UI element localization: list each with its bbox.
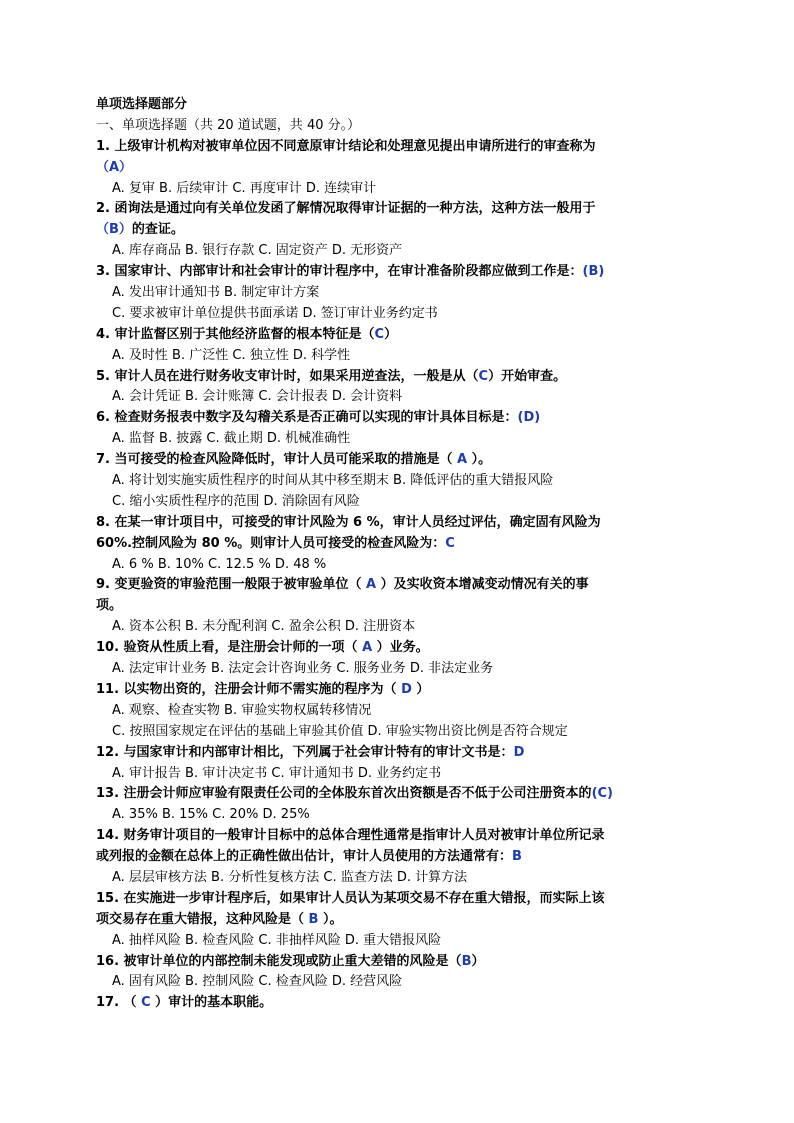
- options-line: [96, 805, 736, 826]
- question-line: [96, 952, 736, 973]
- line-text: 16. 被审计单位的内部控制未能发现或防止重大差错的风险是（: [96, 953, 462, 969]
- line-text: A. 固有风险 B. 控制风险 C. 检查风险 D. 经营风险: [112, 974, 403, 990]
- question-list: [96, 137, 736, 1014]
- question-line: [96, 534, 736, 555]
- options-line: [96, 764, 736, 785]
- line-text: 15. 在实施进一步审计程序后，如果审计人员认为某项交易不存在重大错报，而实际上该: [96, 890, 605, 906]
- line-text: C. 按照国家规定在评估的基础上审验其价值 D. 审验实物出资比例是否符合规定: [112, 723, 568, 739]
- line-text: A. 及时性 B. 广泛性 C. 独立性 D. 科学性: [112, 347, 351, 363]
- line-text: 或列报的金额在总体上的正确性做出估计，审计人员使用的方法通常有：: [96, 849, 513, 865]
- line-text: 12. 与国家审计和内部审计相比，下列属于社会审计特有的审计文书是：: [96, 744, 514, 760]
- line-text: A. 复审 B. 后续审计 C. 再度审计 D. 连续审计: [112, 180, 377, 196]
- question-line: [96, 513, 736, 534]
- line-text: A. 审计报告 B. 审计决定书 C. 审计通知书 D. 业务约定书: [112, 765, 442, 781]
- line-text-after: ）: [411, 681, 430, 697]
- question-line: [96, 889, 736, 910]
- line-text-after: ）: [384, 326, 398, 342]
- question-line: [96, 158, 736, 179]
- options-line: [96, 241, 736, 262]
- options-line: [96, 868, 736, 889]
- answer-mark: D: [513, 744, 525, 760]
- options-line: [96, 492, 736, 513]
- answer-mark: （B）: [96, 222, 132, 238]
- answer-mark: B: [461, 953, 472, 969]
- line-text: 2. 函询法是通过向有关单位发函了解情况取得审计证据的一种方法，这种方法一般用于: [96, 201, 596, 217]
- options-line: [96, 283, 736, 304]
- question-line: [96, 638, 736, 659]
- line-text-after: ）及实收资本增减变动情况有关的事: [376, 577, 589, 593]
- question-line: [96, 137, 736, 158]
- section-instruction: 一、单项选择题（共 20 道试题，共 40 分。）: [96, 117, 361, 133]
- options-line: [96, 387, 736, 408]
- question-line: [96, 408, 736, 429]
- line-text: 60%.控制风险为 80 %。则审计人员可接受的检查风险为：: [96, 535, 446, 551]
- answer-mark: A: [457, 452, 468, 468]
- line-text: 4. 审计监督区别于其他经济监督的根本特征是（: [96, 326, 375, 342]
- question-line: [96, 596, 736, 617]
- line-text: A. 层层审核方法 B. 分析性复核方法 C. 监查方法 D. 计算方法: [112, 869, 468, 885]
- line-text: 1. 上级审计机构对被审单位因不同意原审计结论和处理意见提出申请所进行的审查称为: [96, 138, 596, 154]
- line-text-after: ）。: [318, 911, 343, 927]
- answer-mark: B: [308, 911, 319, 927]
- line-text: A. 将计划实施实质性程序的时间从其中移至期末 B. 降低评估的重大错报风险: [112, 473, 554, 489]
- answer-mark: (D): [517, 410, 541, 426]
- line-text: A. 法定审计业务 B. 法定会计咨询业务 C. 服务业务 D. 非法定业务: [112, 661, 494, 677]
- question-line: [96, 784, 736, 805]
- question-line: [96, 743, 736, 764]
- line-text: 14. 财务审计项目的一般审计目标中的总体合理性通常是指审计人员对被审计单位所记录: [96, 828, 605, 844]
- question-line: [96, 367, 736, 388]
- line-text: 5. 审计人员在进行财务收支审计时，如果采用逆查法，一般是从（: [96, 368, 479, 384]
- document-body: [96, 95, 736, 1014]
- answer-mark: (B): [582, 264, 605, 280]
- line-text: 7. 当可接受的检查风险降低时，审计人员可能采取的措施是（: [96, 452, 458, 468]
- line-text: 6. 检查财务报表中数字及勾稽关系是否正确可以实现的审计具体目标是：: [96, 410, 518, 426]
- answer-mark: C: [141, 995, 151, 1011]
- answer-mark: C: [374, 326, 385, 342]
- options-line: [96, 179, 736, 200]
- line-text: 项交易存在重大错报，这种风险是（: [96, 911, 309, 927]
- options-line: [96, 429, 736, 450]
- options-line: [96, 931, 736, 952]
- answer-mark: A: [366, 577, 377, 593]
- line-text: 11. 以实物出资的，注册会计师不需实施的程序为（: [96, 681, 402, 697]
- line-text: 13. 注册会计师应审验有限责任公司的全体股东首次出资额是否不低于公司注册资本的: [96, 786, 592, 802]
- line-text-after: ）开始审查。: [488, 368, 567, 384]
- line-text: 3. 国家审计、内部审计和社会审计的审计程序中，在审计准备阶段都应做到工作是：: [96, 264, 583, 280]
- answer-mark: (C): [591, 786, 613, 802]
- answer-mark: B: [512, 849, 522, 865]
- options-line: [96, 617, 736, 638]
- question-line: [96, 325, 736, 346]
- options-line: [96, 304, 736, 325]
- question-line: [96, 826, 736, 847]
- line-text: A. 库存商品 B. 银行存款 C. 固定资产 D. 无形资产: [112, 243, 403, 259]
- question-line: [96, 220, 736, 241]
- line-text: A. 6 % B. 10% C. 12.5 % D. 48 %: [112, 556, 327, 572]
- line-text: A. 35% B. 15% C. 20% D. 25%: [112, 807, 310, 823]
- question-line: [96, 680, 736, 701]
- answer-mark: （A）: [96, 159, 133, 175]
- line-text: A. 发出审计通知书 B. 制定审计方案: [112, 285, 320, 301]
- line-text-after: ）。: [467, 452, 492, 468]
- answer-mark: A: [362, 640, 373, 656]
- options-line: [96, 555, 736, 576]
- line-text-after: ）业务。: [372, 640, 429, 656]
- options-line: [96, 346, 736, 367]
- section-title: 单项选择题部分: [96, 97, 188, 112]
- question-line: [96, 575, 736, 596]
- line-text: A. 抽样风险 B. 检查风险 C. 非抽样风险 D. 重大错报风险: [112, 932, 442, 948]
- question-line: [96, 199, 736, 220]
- line-text-after: 的查证。: [131, 222, 184, 238]
- line-text: A. 会计凭证 B. 会计账簿 C. 会计报表 D. 会计资料: [112, 389, 403, 405]
- answer-mark: C: [478, 368, 489, 384]
- question-line: [96, 262, 736, 283]
- question-line: [96, 910, 736, 931]
- line-text: A. 资本公积 B. 未分配利润 C. 盈余公积 D. 注册资本: [112, 619, 416, 635]
- line-text: 8. 在某一审计项目中，可接受的审计风险为 6 %，审计人员经过评估，确定固有风险为: [96, 514, 601, 530]
- question-line: [96, 450, 736, 471]
- line-text: C. 缩小实质性程序的范围 D. 消除固有风险: [112, 493, 360, 509]
- line-text: C. 要求被审计单位提供书面承诺 D. 签订审计业务约定书: [112, 305, 438, 321]
- line-text: A. 监督 B. 披露 C. 截止期 D. 机械准确性: [112, 431, 351, 447]
- options-line: [96, 972, 736, 993]
- line-text-after: ）: [471, 953, 485, 969]
- answer-mark: D: [401, 681, 412, 697]
- line-text: A. 观察、检查实物 B. 审验实物权属转移情况: [112, 702, 372, 718]
- line-text: 17. （: [96, 995, 142, 1011]
- options-line: [96, 471, 736, 492]
- question-line: [96, 993, 736, 1014]
- line-text: 项。: [96, 598, 123, 614]
- line-text-after: ）审计的基本职能。: [150, 995, 273, 1011]
- line-text: 9. 变更验资的审验范围一般限于被审验单位（: [96, 577, 367, 593]
- options-line: [96, 722, 736, 743]
- options-line: [96, 659, 736, 680]
- answer-mark: C: [445, 535, 455, 551]
- options-line: [96, 701, 736, 722]
- question-line: [96, 847, 736, 868]
- line-text: 10. 验资从性质上看，是注册会计师的一项（: [96, 640, 363, 656]
